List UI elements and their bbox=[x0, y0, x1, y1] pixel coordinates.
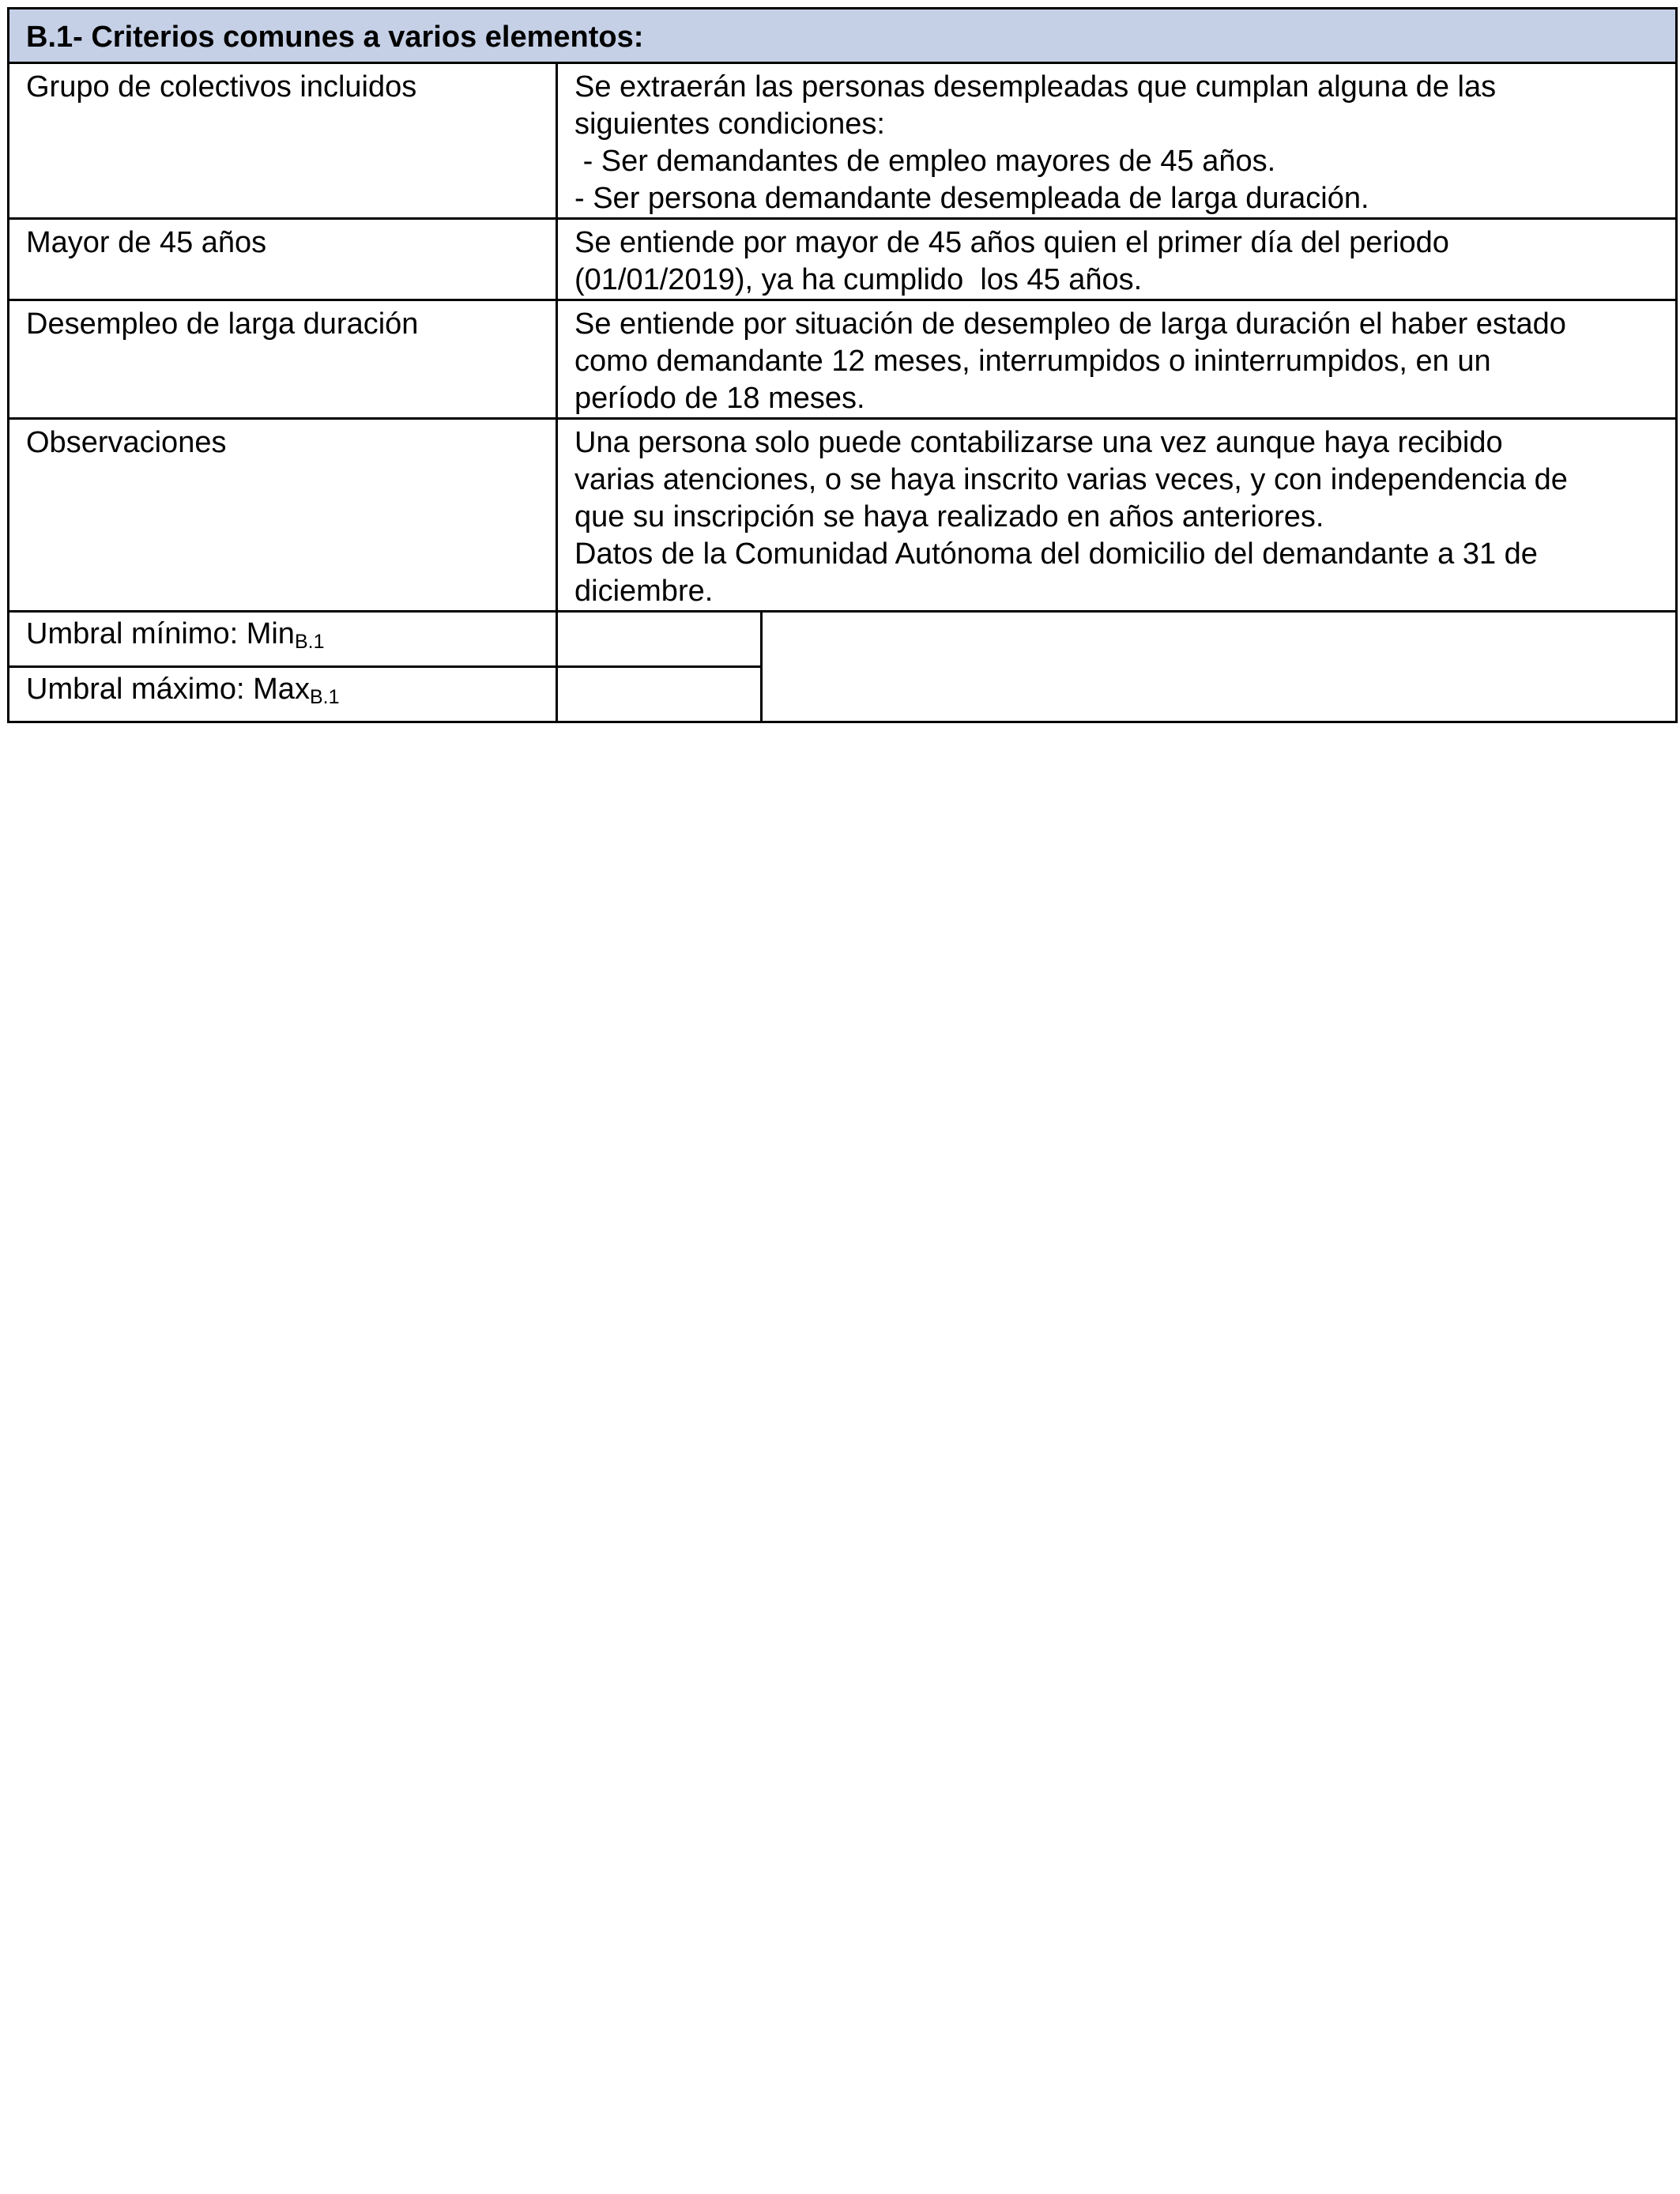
table-header-row bbox=[9, 9, 1677, 63]
table-row bbox=[9, 300, 1677, 419]
table-row bbox=[9, 219, 1677, 300]
row-label: Desempleo de larga duración bbox=[9, 300, 557, 419]
row-description: Se entiende por situación de desempleo de larga duración el haber estado como demandante 12 meses, interrumpidos o ininterrumpidos, en un período de 18 meses. bbox=[557, 300, 1677, 419]
table-row bbox=[9, 419, 1677, 612]
threshold-max-subscript: B.1 bbox=[309, 686, 340, 708]
row-label: Grupo de colectivos incluidos bbox=[9, 63, 557, 219]
row-description: Se extraerán las personas desempleadas que cumplan alguna de las siguientes condiciones: - Ser demandantes de empleo mayores de 45 años. - Ser persona demandante desempleada de larga duración. bbox=[557, 63, 1677, 219]
table-row bbox=[9, 63, 1677, 219]
row-label: Observaciones bbox=[9, 419, 557, 612]
threshold-max-value bbox=[557, 667, 762, 722]
threshold-min-subscript: B.1 bbox=[294, 631, 325, 653]
threshold-min-row bbox=[9, 612, 1677, 667]
row-description: Se entiende por mayor de 45 años quien el primer día del periodo (01/01/2019), ya ha cumplido los 45 años. bbox=[557, 219, 1677, 300]
threshold-max-label: Umbral máximo: MaxB.1 bbox=[9, 667, 557, 722]
threshold-min-value bbox=[557, 612, 762, 667]
threshold-blank-cell bbox=[762, 612, 1677, 722]
criteria-table bbox=[7, 7, 1678, 723]
row-label: Mayor de 45 años bbox=[9, 219, 557, 300]
threshold-min-label: Umbral mínimo: MinB.1 bbox=[9, 612, 557, 667]
row-description: Una persona solo puede contabilizarse una vez aunque haya recibido varias atenciones, o se haya inscrito varias veces, y con independencia de que su inscripción se haya realizado en años anteriores. Datos de la Comunidad Autónoma del domicilio del demandante a 31 de diciembre. bbox=[557, 419, 1677, 612]
table-title: B.1- Criterios comunes a varios elementos: bbox=[9, 9, 1677, 63]
